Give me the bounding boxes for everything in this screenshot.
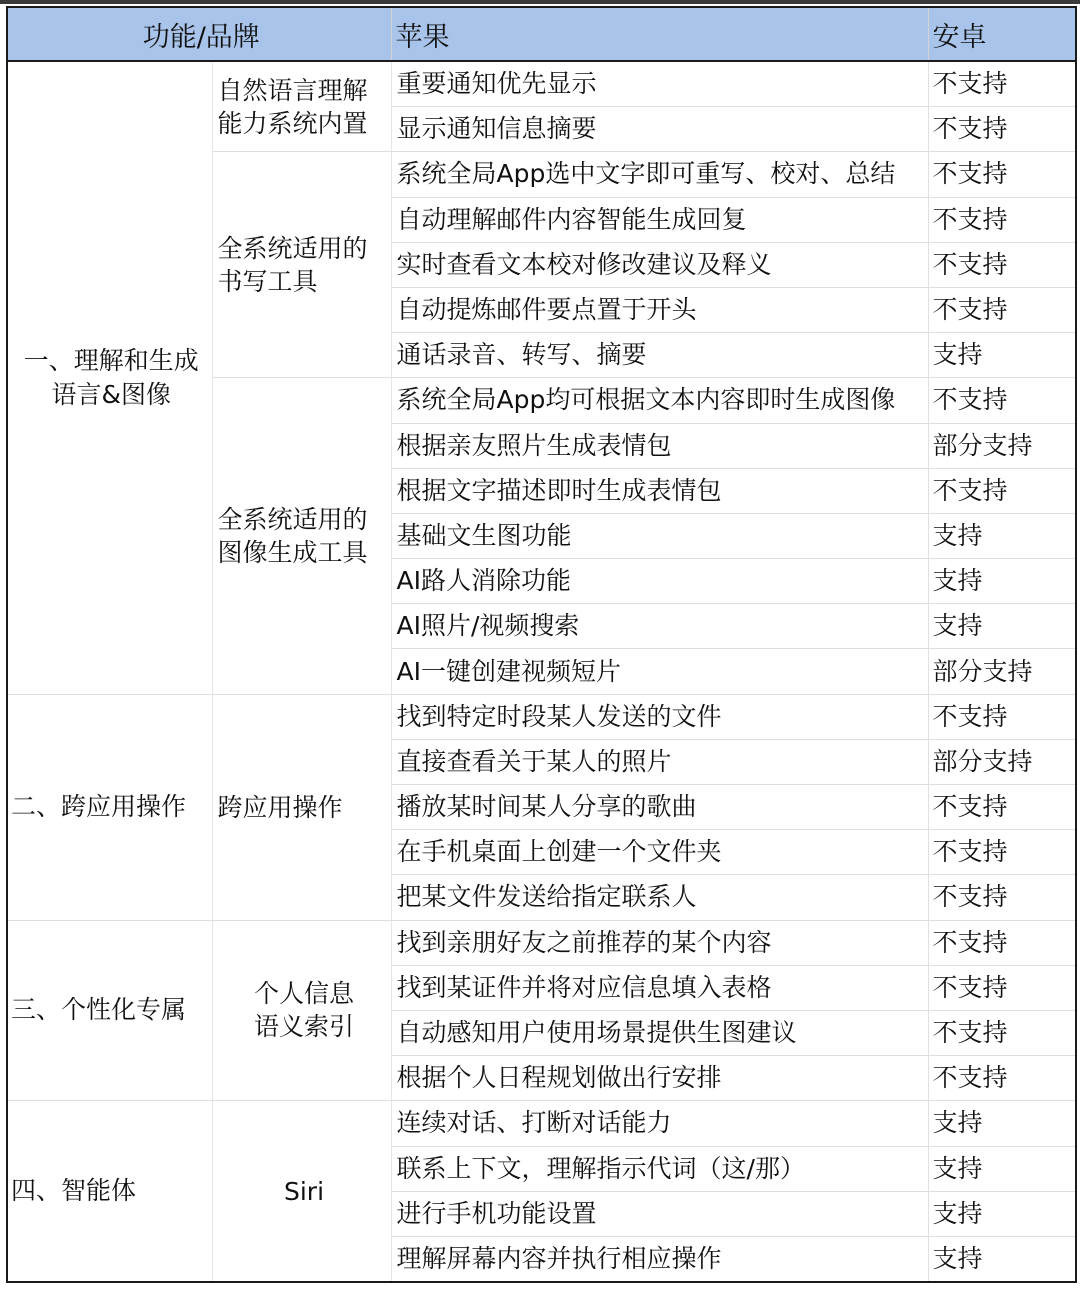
android-support-cell: 部分支持 bbox=[928, 739, 1076, 784]
category-label-line: 三、个性化专属 bbox=[11, 995, 187, 1025]
android-support-cell: 不支持 bbox=[928, 965, 1076, 1010]
android-support-cell: 支持 bbox=[928, 559, 1076, 604]
apple-feature-cell: 根据文字描述即时生成表情包 bbox=[391, 468, 928, 513]
apple-feature-cell: 把某文件发送给指定联系人 bbox=[391, 875, 928, 920]
category-label-line: 二、跨应用操作 bbox=[11, 792, 187, 822]
apple-feature-cell: 自动感知用户使用场景提供生图建议 bbox=[391, 1010, 928, 1055]
subgroup-cell bbox=[212, 1101, 391, 1282]
category-cell bbox=[7, 1101, 212, 1282]
apple-feature-cell: 自动理解邮件内容智能生成回复 bbox=[391, 197, 928, 242]
android-support-cell: 不支持 bbox=[928, 920, 1076, 965]
table-row bbox=[7, 61, 1076, 107]
apple-feature-cell: 系统全局App均可根据文本内容即时生成图像 bbox=[391, 378, 928, 423]
android-support-cell: 支持 bbox=[928, 604, 1076, 649]
android-support-cell: 不支持 bbox=[928, 242, 1076, 287]
android-support-cell: 支持 bbox=[928, 1236, 1076, 1282]
header-function-brand: 功能/品牌 bbox=[7, 7, 391, 61]
category-cell bbox=[7, 61, 212, 694]
category-label-line: 语言&图像 bbox=[51, 379, 171, 409]
category-cell bbox=[7, 694, 212, 920]
apple-feature-cell: 连续对话、打断对话能力 bbox=[391, 1101, 928, 1146]
apple-feature-cell: 重要通知优先显示 bbox=[391, 61, 928, 107]
table-body bbox=[7, 61, 1076, 1282]
subgroup-cell bbox=[212, 694, 391, 920]
feature-comparison-table bbox=[6, 6, 1077, 1283]
apple-feature-cell: 在手机桌面上创建一个文件夹 bbox=[391, 830, 928, 875]
category-cell bbox=[7, 920, 212, 1101]
header-row bbox=[7, 7, 1076, 61]
android-support-cell: 不支持 bbox=[928, 875, 1076, 920]
apple-feature-cell: 直接查看关于某人的照片 bbox=[391, 739, 928, 784]
subgroup-label-line: 全系统适用的 bbox=[217, 504, 368, 534]
apple-feature-cell: 找到某证件并将对应信息填入表格 bbox=[391, 965, 928, 1010]
apple-feature-cell: 根据亲友照片生成表情包 bbox=[391, 423, 928, 468]
android-support-cell: 不支持 bbox=[928, 694, 1076, 739]
subgroup-cell bbox=[212, 378, 391, 694]
apple-feature-cell: AI照片/视频搜索 bbox=[391, 604, 928, 649]
apple-feature-cell: 实时查看文本校对修改建议及释义 bbox=[391, 242, 928, 287]
apple-feature-cell: 联系上下文，理解指示代词（这/那） bbox=[391, 1146, 928, 1191]
android-support-cell: 支持 bbox=[928, 1146, 1076, 1191]
subgroup-label-line: 图像生成工具 bbox=[217, 537, 368, 567]
apple-feature-cell: 系统全局App选中文字即可重写、校对、总结 bbox=[391, 152, 928, 197]
subgroup-label-line: 书写工具 bbox=[217, 266, 318, 296]
android-support-cell: 不支持 bbox=[928, 468, 1076, 513]
subgroup-cell bbox=[212, 920, 391, 1101]
subgroup-label-line: 跨应用操作 bbox=[217, 792, 343, 822]
table-row bbox=[7, 920, 1076, 965]
android-support-cell: 不支持 bbox=[928, 1010, 1076, 1055]
apple-feature-cell: 根据个人日程规划做出行安排 bbox=[391, 1056, 928, 1101]
apple-feature-cell: 进行手机功能设置 bbox=[391, 1191, 928, 1236]
android-support-cell: 不支持 bbox=[928, 197, 1076, 242]
table-row bbox=[7, 694, 1076, 739]
android-support-cell: 不支持 bbox=[928, 830, 1076, 875]
subgroup-label-line: 能力系统内置 bbox=[217, 108, 368, 138]
subgroup-label-line: 自然语言理解 bbox=[217, 75, 368, 105]
category-label-line: 四、智能体 bbox=[11, 1176, 137, 1206]
android-support-cell: 不支持 bbox=[928, 378, 1076, 423]
apple-feature-cell: 播放某时间某人分享的歌曲 bbox=[391, 785, 928, 830]
android-support-cell: 不支持 bbox=[928, 785, 1076, 830]
apple-feature-cell: 找到特定时段某人发送的文件 bbox=[391, 694, 928, 739]
android-support-cell: 不支持 bbox=[928, 287, 1076, 332]
android-support-cell: 不支持 bbox=[928, 107, 1076, 152]
android-support-cell: 支持 bbox=[928, 333, 1076, 378]
apple-feature-cell: 基础文生图功能 bbox=[391, 513, 928, 558]
android-support-cell: 支持 bbox=[928, 513, 1076, 558]
android-support-cell: 支持 bbox=[928, 1191, 1076, 1236]
android-support-cell: 支持 bbox=[928, 1101, 1076, 1146]
subgroup-label-line: 语义索引 bbox=[254, 1012, 355, 1042]
apple-feature-cell: 通话录音、转写、摘要 bbox=[391, 333, 928, 378]
table-row bbox=[7, 1101, 1076, 1146]
subgroup-label-line: Siri bbox=[283, 1176, 325, 1206]
android-support-cell: 不支持 bbox=[928, 1056, 1076, 1101]
android-support-cell: 不支持 bbox=[928, 61, 1076, 107]
apple-feature-cell: 显示通知信息摘要 bbox=[391, 107, 928, 152]
header-android: 安卓 bbox=[928, 7, 1076, 61]
apple-feature-cell: 理解屏幕内容并执行相应操作 bbox=[391, 1236, 928, 1282]
android-support-cell: 部分支持 bbox=[928, 649, 1076, 694]
subgroup-cell bbox=[212, 152, 391, 378]
android-support-cell: 不支持 bbox=[928, 152, 1076, 197]
top-border bbox=[0, 0, 1080, 4]
apple-feature-cell: AI一键创建视频短片 bbox=[391, 649, 928, 694]
header-apple: 苹果 bbox=[391, 7, 928, 61]
apple-feature-cell: AI路人消除功能 bbox=[391, 559, 928, 604]
android-support-cell: 部分支持 bbox=[928, 423, 1076, 468]
category-label-line: 一、理解和生成 bbox=[23, 345, 199, 375]
subgroup-label-line: 全系统适用的 bbox=[217, 233, 368, 263]
subgroup-label-line: 个人信息 bbox=[254, 979, 355, 1009]
apple-feature-cell: 找到亲朋好友之前推荐的某个内容 bbox=[391, 920, 928, 965]
apple-feature-cell: 自动提炼邮件要点置于开头 bbox=[391, 287, 928, 332]
subgroup-cell bbox=[212, 61, 391, 152]
